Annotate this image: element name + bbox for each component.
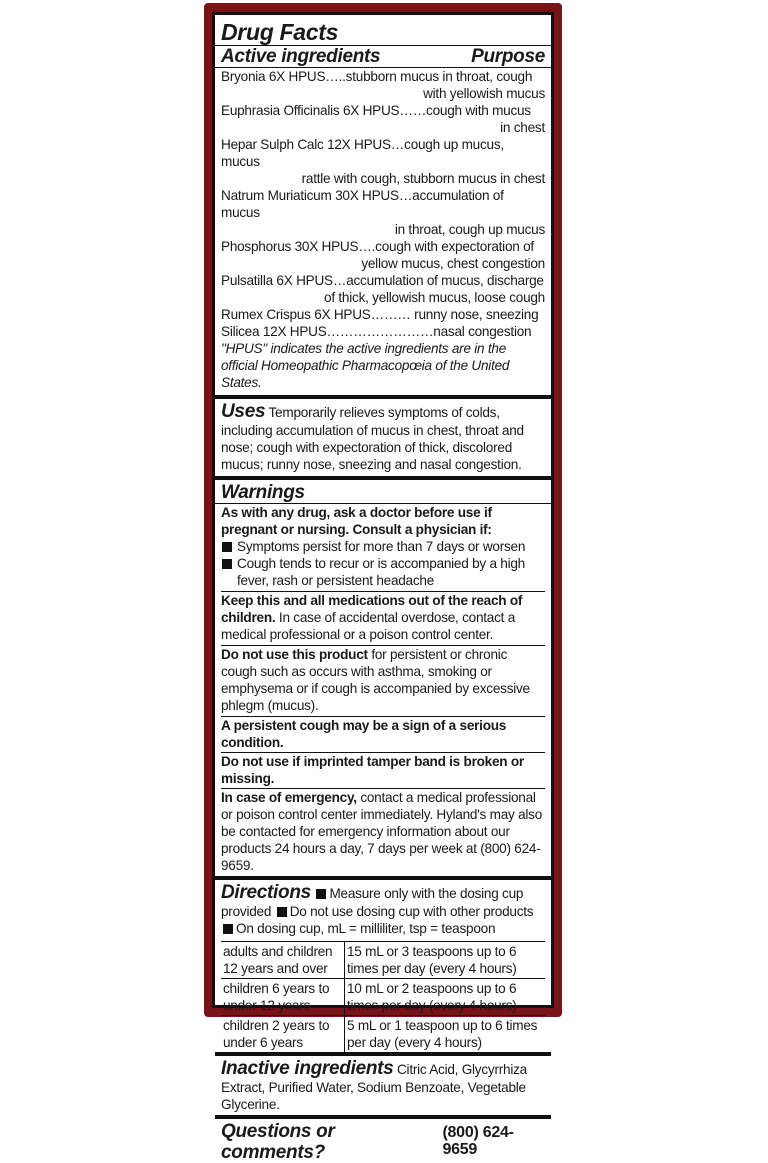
ingredient-line: Natrum Muriaticum 30X HPUS…accumulation of mucus [221,188,504,220]
purpose-heading: Purpose [471,46,545,67]
active-ingredients-header [221,46,545,67]
ingredient-item [221,102,545,136]
bullet-square-icon [223,924,233,934]
ingredient-item [221,306,545,323]
directions-line: On dosing cup, mL = milliliter, tsp = teaspoon [236,921,496,936]
bullet-square-icon [316,889,326,899]
ingredient-line: Euphrasia Officinalis 6X HPUS……cough with mucus [221,103,531,118]
questions-heading: Questions or comments? [221,1121,335,1163]
directions-line: Do not use dosing cup with other products [289,904,534,919]
warnings-section [221,480,545,876]
children-warning-bold: Keep this and all medications out of the reach of children. [221,593,523,625]
drug-facts-panel [212,12,554,1163]
ingredient-line: Bryonia 6X HPUS…..stubborn mucus in throat, cough [221,69,533,84]
inactive-heading: Inactive ingredients [221,1058,394,1079]
uses-text: Temporarily relieves symptoms of colds, including accumulation of mucus in chest, throat and nose; cough with expectoration of thick, discolored mucus; runny nose, sneezing and nasal congestion. [221,405,524,472]
dosage-age-cell: children 6 years to under 12 years [221,979,345,1016]
dosage-amount-cell: 10 mL or 2 teaspoons up to 6 times per day (every 4 hours) [345,979,546,1016]
uses-section [221,399,545,476]
bullet-square-icon [222,542,232,552]
children-warning [221,592,545,643]
tamper-warning: Do not use if imprinted tamper band is broken or missing. [221,754,524,786]
children-warning-text: In case of accidental overdose, contact a medical professional or a poison control center. [221,610,516,642]
ingredient-line: Rumex Crispus 6X HPUS……… runny nose, sneezing [221,307,539,322]
dosage-table [221,941,545,1052]
ingredient-line: in chest [500,120,545,135]
ingredient-list [221,68,545,340]
active-ingredients-heading: Active ingredients [221,46,381,67]
directions-line: Measure only with the dosing cup provided [221,886,524,919]
do-not-use-text: for persistent or chronic cough such as occurs with asthma, smoking or emphysema or if cough is accompanied by excessive phlegm (mucus). [221,647,530,713]
warnings-heading: Warnings [221,482,305,503]
questions-section [221,1119,545,1163]
questions-phone: (800) 624-9659 [442,1124,514,1158]
ingredient-item [221,272,545,306]
ingredient-line: yellow mucus, chest congestion [361,256,545,271]
ingredient-item [221,187,545,238]
ingredient-line: Hepar Sulph Calc 12X HPUS…cough up mucus, mucus [221,137,504,169]
dosage-amount-cell: 15 mL or 3 teaspoons up to 6 times per day (every 4 hours) [345,942,546,979]
dosage-age-cell: children 2 years to under 6 years [221,1016,345,1053]
do-not-use-bold: Do not use this product [221,647,368,662]
ingredient-line: Silicea 12X HPUS……………………nasal congestion [221,324,532,339]
ingredient-item [221,323,545,340]
dosage-amount-cell: 5 mL or 1 teaspoon up to 6 times per day (every 4 hours) [345,1016,546,1053]
ingredient-line: rattle with cough, stubborn mucus in chest [301,171,545,186]
emergency-bold: In case of emergency, [221,790,357,805]
directions-section [221,880,545,1052]
bullet-square-icon [277,907,287,917]
hpus-note: "HPUS" indicates the active ingredients are in the official Homeopathic Pharmacopœia of the United States. [221,341,510,390]
label-frame [204,3,562,1163]
inactive-section [221,1056,545,1115]
ingredient-line: of thick, yellowish mucus, loose cough [324,290,545,305]
ingredient-line: with yellowish mucus [423,86,545,101]
warning-bullet-text: Cough tends to recur or is accompanied by a high fever, rash or persistent headache [237,556,525,588]
ingredient-item [221,238,545,272]
table-row [221,1016,545,1053]
ingredient-item [221,136,545,187]
ingredient-line: in throat, cough up mucus [394,222,545,237]
emergency-warning [221,789,545,876]
directions-heading: Directions [221,882,311,903]
warning-bullet [221,555,545,589]
inactive-text: Citric Acid, Glycyrrhiza Extract, Purified Water, Sodium Benzoate, Vegetable Glycerine. [221,1062,527,1112]
table-row [221,942,545,979]
table-row [221,979,545,1016]
ingredient-item [221,68,545,102]
ingredient-line: Pulsatilla 6X HPUS…accumulation of mucus, discharge [221,273,544,288]
warning-bullet-text: Symptoms persist for more than 7 days or worsen [237,539,526,554]
warning-bullet [221,538,545,555]
ingredient-line: Phosphorus 30X HPUS….cough with expectoration of [221,239,534,254]
emergency-text: contact a medical professional or poison control center immediately. Hyland's may also be contacted for emergency information about our products 24 hours a day, 7 days per week at (800) 624-9659. [221,790,543,873]
uses-heading: Uses [221,401,266,422]
drug-facts-title: Drug Facts [221,19,339,45]
do-not-use-warning [221,646,545,714]
warnings-intro: As with any drug, ask a doctor before use if pregnant or nursing. Consult a physician if: [221,505,492,537]
persistent-cough-warning: A persistent cough may be a sign of a serious condition. [221,718,507,750]
dosage-age-cell: adults and children 12 years and over [221,942,345,979]
bullet-square-icon [222,559,232,569]
